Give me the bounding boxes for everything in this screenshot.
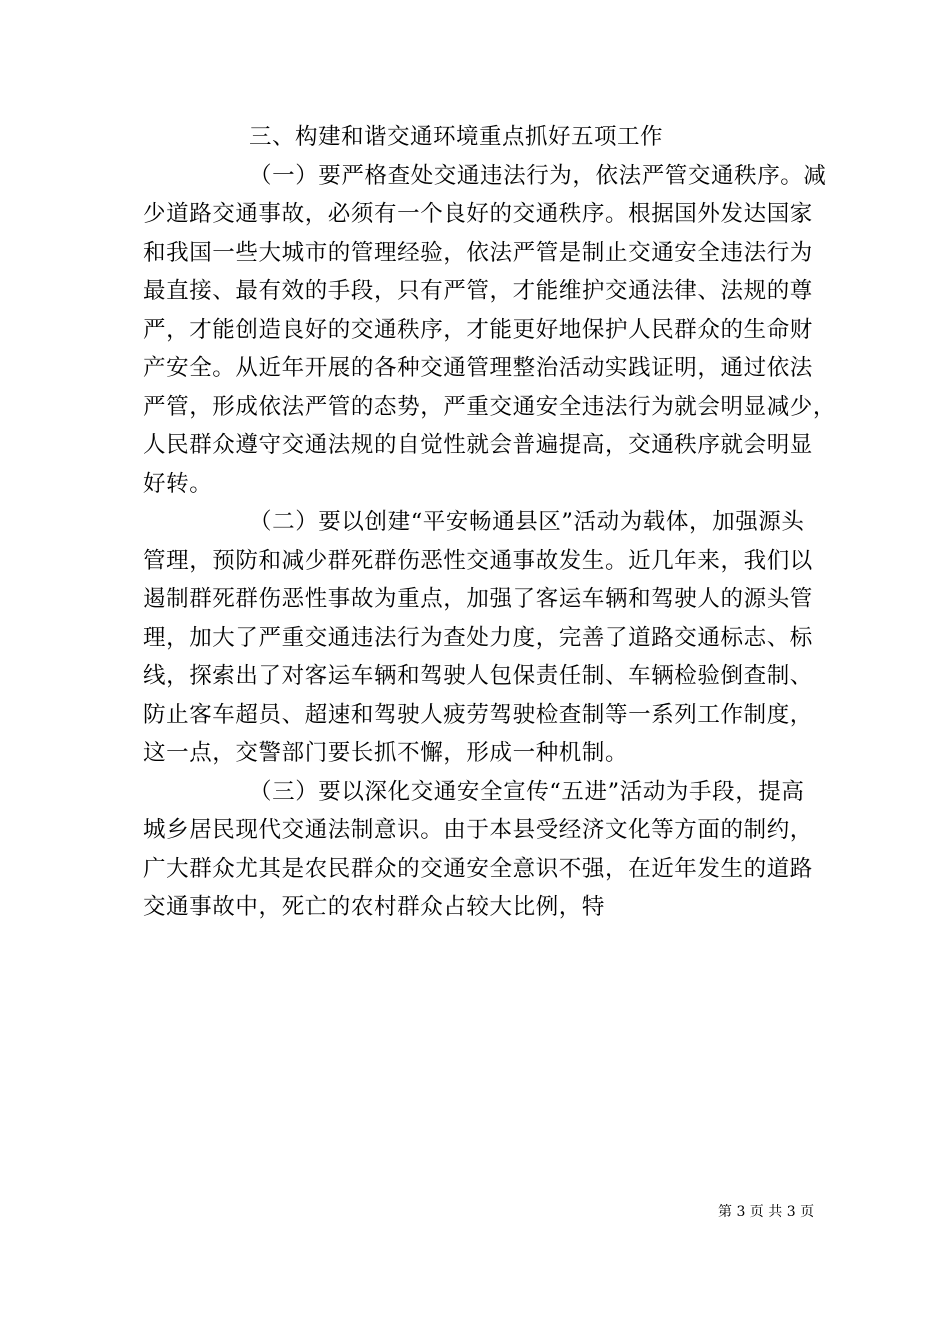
paragraph-3 [143, 773, 813, 927]
paragraph-line: 少道路交通事故，必须有一个良好的交通秩序。根据国外发达国家 [143, 201, 813, 227]
paragraph-line: 交通事故中，死亡的农村群众占较大比例，特 [143, 894, 606, 920]
paragraph-line: 好转。 [143, 470, 213, 497]
paragraph-line: 管理，预防和减少群死群伤恶性交通事故发生。近几年来，我们以 [143, 547, 813, 574]
paragraph-line: 遏制群死群伤恶性事故为重点，加强了客运车辆和驾驶人的源头管 [143, 586, 813, 612]
paragraph-line: 线，探索出了对客运车辆和驾驶人包保责任制、车辆检验倒查制、 [143, 663, 813, 689]
paragraph-line: 产安全。从近年开展的各种交通管理整治活动实践证明，通过依法 [143, 355, 813, 381]
paragraph-line: 最直接、最有效的手段，只有严管，才能维护交通法律、法规的尊 [143, 278, 813, 304]
paragraph-line: 理，加大了严重交通违法行为查处力度，完善了道路交通标志、标 [143, 624, 813, 651]
paragraph-2 [143, 503, 813, 773]
paragraph-line: （三）要以深化交通安全宣传“五进”活动为手段，提高 [249, 778, 805, 805]
paragraph-line: 和我国一些大城市的管理经验，依法严管是制止交通安全违法行为 [143, 239, 813, 266]
section-heading: 三、构建和谐交通环境重点抓好五项工作 [249, 124, 664, 150]
document-body [143, 118, 837, 927]
paragraph-line: 严，才能创造良好的交通秩序，才能更好地保护人民群众的生命财 [143, 316, 813, 343]
paragraph-1 [143, 157, 837, 504]
paragraph-line: （二）要以创建“平安畅通县区”活动为载体，加强源头 [249, 509, 805, 535]
page-number-footer: 第 3 页 共 3 页 [718, 1204, 815, 1220]
paragraph-line: 防止客车超员、超速和驾驶人疲劳驾驶检查制等一系列工作制度， [143, 701, 813, 728]
paragraph-line: 人民群众遵守交通法规的自觉性就会普遍提高，交通秩序就会明显 [143, 432, 813, 458]
paragraph-line: 广大群众尤其是农民群众的交通安全意识不强，在近年发生的道路 [143, 855, 813, 882]
paragraph-line: 严管，形成依法严管的态势，严重交通安全违法行为就会明显减少， [143, 393, 837, 420]
paragraph-line: （一）要严格查处交通违法行为，依法严管交通秩序。减 [249, 162, 827, 189]
paragraph-line: 城乡居民现代交通法制意识。由于本县受经济文化等方面的制约， [143, 817, 813, 843]
paragraph-line: 这一点，交警部门要长抓不懈，形成一种机制。 [143, 740, 629, 766]
